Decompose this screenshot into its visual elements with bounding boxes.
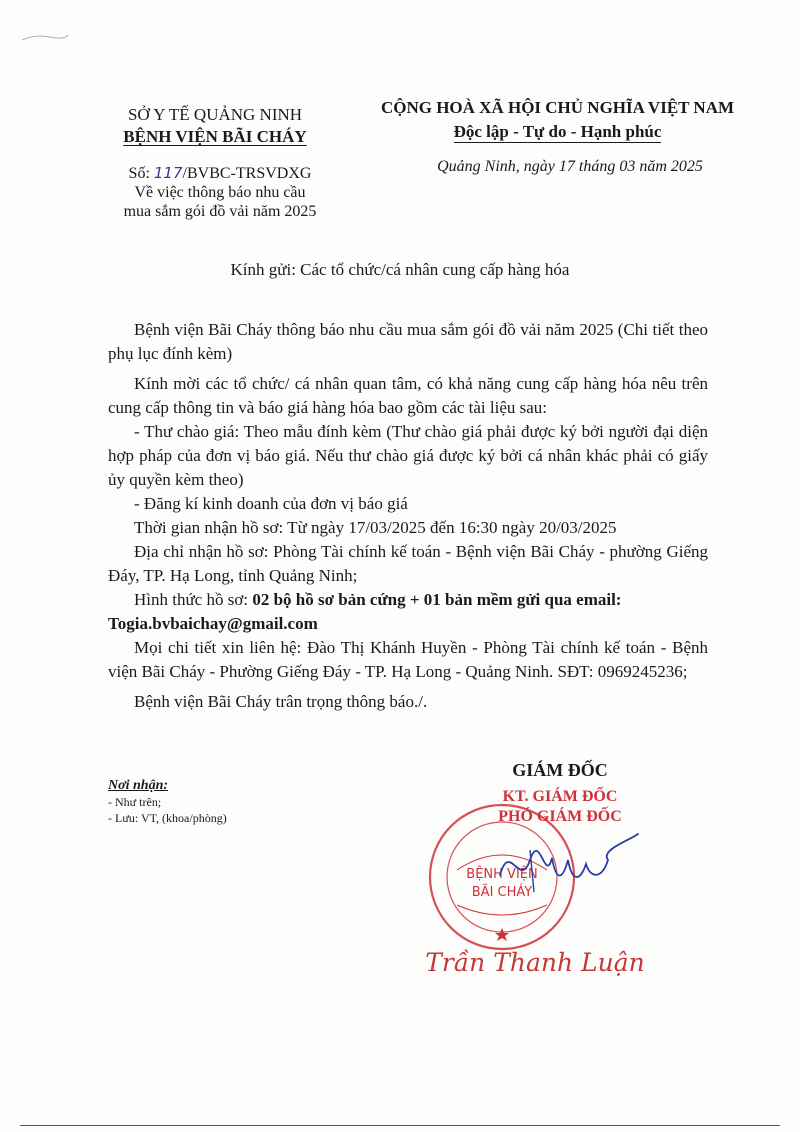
paragraph: Địa chỉ nhận hồ sơ: Phòng Tài chính kế toán - Bệnh viện Bãi Cháy - phường Giếng Đáy, TP. Hạ Long, tỉnh Quảng Ninh; bbox=[108, 542, 708, 585]
email-address: Togia.bvbaichay@gmail.com bbox=[108, 614, 318, 633]
scan-mark bbox=[20, 32, 70, 42]
document-number bbox=[100, 164, 340, 183]
nation-name: CỘNG HOÀ XÃ HỘI CHỦ NGHĨA VIỆT NAM bbox=[380, 98, 735, 117]
format-detail: 02 bộ hồ sơ bản cứng + 01 bản mềm gửi qua email: bbox=[252, 590, 622, 609]
subject-line: mua sắm gói đồ vải năm 2025 bbox=[123, 203, 317, 220]
paragraph: Kính mời các tổ chức/ cá nhân quan tâm, có khả năng cung cấp hàng hóa nêu trên cung cấp thông tin và báo giá hàng hóa bao gồm các tài liệu sau: bbox=[108, 374, 708, 417]
signature-kt-line: PHÓ GIÁM ĐỐC bbox=[498, 808, 622, 825]
recipient-item: - Lưu: VT, (khoa/phòng) bbox=[108, 811, 227, 825]
organization-name: BỆNH VIỆN BÃI CHÁY bbox=[123, 127, 307, 146]
seal-text: BỆNH VIỆN bbox=[466, 867, 538, 882]
signature-title: GIÁM ĐỐC bbox=[512, 760, 608, 780]
handwritten-number: 117 bbox=[153, 164, 183, 182]
agency-name: SỞ Y TẾ QUẢNG NINH bbox=[127, 105, 303, 124]
signer-name: Trần Thanh Luận bbox=[425, 948, 645, 977]
list-item: - Đăng kí kinh doanh của đơn vị báo giá bbox=[134, 494, 408, 513]
recipient-item: - Như trên; bbox=[108, 795, 162, 809]
list-item: - Thư chào giá: Theo mẫu đính kèm (Thư chào giá phải được ký bởi người đại diện hợp pháp của đơn vị báo giá. Nếu thư chào giá được ký bởi cá nhân khác phải có giấy ủy quyền kèm theo) bbox=[108, 422, 708, 489]
seal-text: BÃI CHÁY bbox=[471, 885, 533, 900]
paragraph: Bệnh viện Bãi Cháy trân trọng thông báo./. bbox=[134, 692, 428, 711]
paragraph: Thời gian nhận hồ sơ: Từ ngày 17/03/2025 đến 16:30 ngày 20/03/2025 bbox=[134, 518, 617, 537]
paragraph: Bệnh viện Bãi Cháy thông báo nhu cầu mua sắm gói đồ vải năm 2025 (Chi tiết theo phụ lục đính kèm) bbox=[108, 320, 708, 363]
document-body bbox=[108, 318, 708, 714]
salutation: Kính gửi: Các tổ chức/cá nhân cung cấp hàng hóa bbox=[230, 260, 570, 279]
subject-line: Về việc thông báo nhu cầu bbox=[134, 184, 306, 201]
document-number-code: /BVBC-TRSVDXG bbox=[182, 165, 312, 182]
format-lead: Hình thức hồ sơ: bbox=[134, 590, 253, 609]
handwritten-signature-icon bbox=[490, 830, 640, 900]
paragraph: Mọi chi tiết xin liên hệ: Đào Thị Khánh Huyền - Phòng Tài chính kế toán - Bệnh viện Bãi Cháy - Phường Giếng Đáy - TP. Hạ Long - Quảng Ninh. SĐT: 0969245236; bbox=[108, 638, 708, 681]
national-motto: Độc lập - Tự do - Hạnh phúc bbox=[453, 122, 662, 141]
date-line: Quảng Ninh, ngày 17 tháng 03 năm 2025 bbox=[437, 158, 703, 175]
agency-header bbox=[100, 104, 330, 148]
recipients bbox=[108, 778, 368, 826]
recipients-title: Nơi nhận: bbox=[108, 778, 169, 793]
document-number-block bbox=[100, 164, 340, 221]
paragraph bbox=[108, 588, 708, 612]
national-header bbox=[355, 96, 760, 144]
footer-divider bbox=[20, 1125, 780, 1126]
document-number-prefix: Số: bbox=[128, 165, 154, 182]
signature-kt-line: KT. GIÁM ĐỐC bbox=[502, 788, 618, 805]
